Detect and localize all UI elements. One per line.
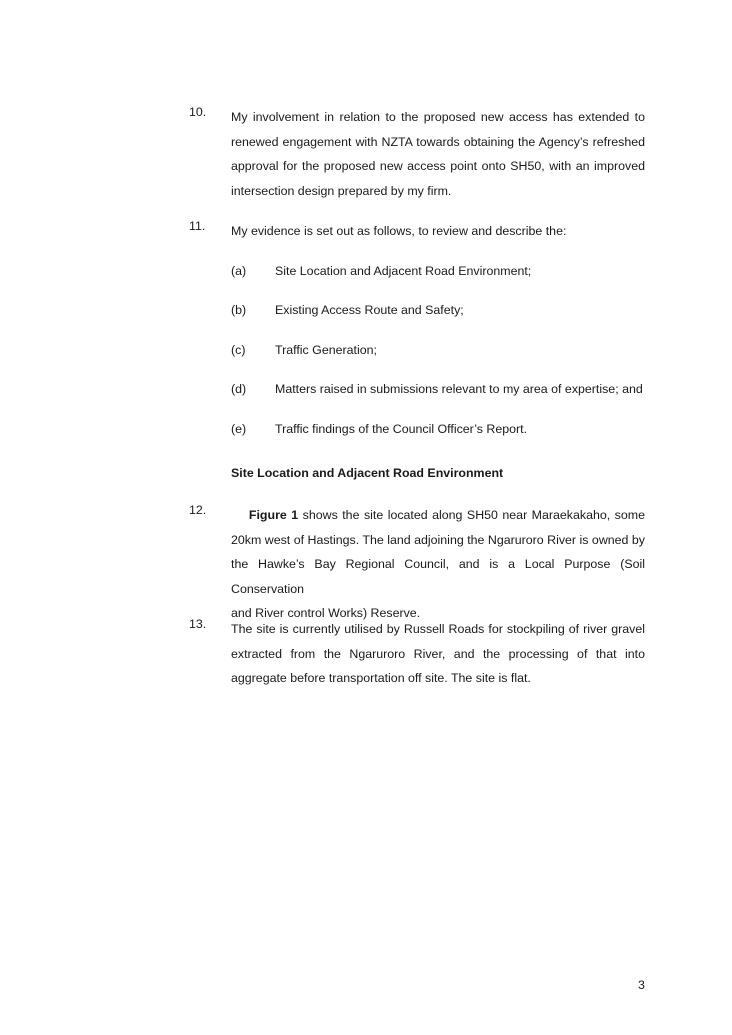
evidence-item-text: Traffic findings of the Council Officer’s Report.: [275, 422, 528, 436]
evidence-item-text: Site Location and Adjacent Road Environment;: [275, 264, 532, 278]
page-number: 3: [638, 978, 645, 992]
text-line: intersection design prepared by my firm.: [231, 183, 452, 198]
evidence-item: [231, 261, 651, 281]
text-line: the Hawke’s Bay Regional Council, and is a Local Purpose (Soil Conservation: [231, 557, 645, 596]
text-line: My involvement in relation to the proposed new access has extended to: [231, 110, 645, 124]
evidence-item-label: (c): [231, 343, 246, 357]
evidence-item: [231, 379, 651, 399]
figure-reference: Figure 1: [248, 508, 299, 522]
evidence-item-text: Traffic Generation;: [275, 343, 377, 357]
text-line-rest: shows the site located along SH50 near Maraekakaho, some: [302, 508, 645, 522]
paragraph-text: [231, 617, 645, 691]
text-line: 20km west of Hastings. The land adjoining the Ngaruroro River is owned by: [231, 532, 645, 547]
evidence-item-label: (b): [231, 303, 247, 317]
paragraph-number: 13.: [189, 617, 207, 631]
text-line: renewed engagement with NZTA towards obtaining the Agency’s refreshed: [231, 134, 645, 149]
evidence-item-text: Existing Access Route and Safety;: [275, 303, 464, 317]
text-line: and River control Works) Reserve.: [231, 606, 421, 621]
paragraph-10: [189, 105, 645, 203]
evidence-item-label: (a): [231, 264, 247, 278]
evidence-item-label: (e): [231, 422, 247, 436]
text-line: approval for the proposed new access point onto SH50, with an improved: [231, 159, 645, 174]
paragraph-11: [189, 219, 645, 244]
evidence-item: [231, 300, 651, 320]
text-line: [231, 503, 645, 528]
evidence-item-text: Matters raised in submissions relevant to my area of expertise; and: [275, 382, 643, 396]
paragraph-text: [231, 219, 645, 244]
text-line: My evidence is set out as follows, to review and describe the:: [231, 224, 567, 238]
paragraph-number: 12.: [189, 503, 207, 517]
paragraph-13: [189, 617, 645, 691]
paragraph-number: 11.: [189, 219, 206, 233]
evidence-item-label: (d): [231, 382, 247, 396]
evidence-item: [231, 419, 651, 439]
paragraph-text: [231, 503, 645, 626]
evidence-item: [231, 340, 651, 360]
paragraph-number: 10.: [189, 105, 207, 119]
text-line: extracted from the Ngaruroro River, and the processing of that into: [231, 646, 645, 661]
text-line: aggregate before transportation off site. The site is flat.: [231, 671, 531, 686]
section-heading: Site Location and Adjacent Road Environment: [231, 466, 504, 480]
text-line: The site is currently utilised by Russell Roads for stockpiling of river gravel: [231, 622, 645, 636]
paragraph-text: [231, 105, 645, 203]
paragraph-12: [189, 503, 645, 626]
